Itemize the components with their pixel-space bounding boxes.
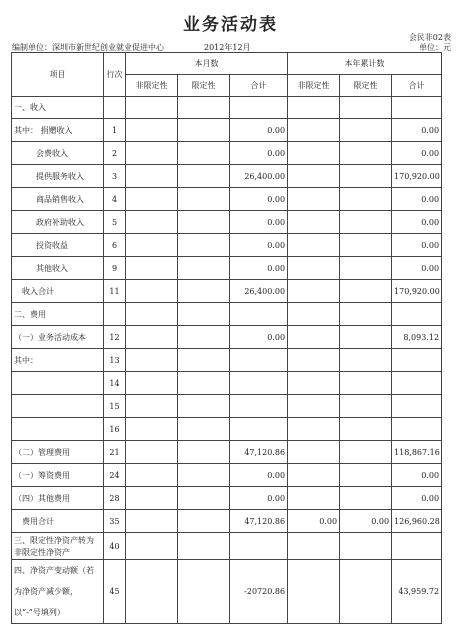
cell-y-u (288, 119, 340, 142)
row-line-number: 13 (104, 349, 126, 372)
row-item-label: 其中： (12, 349, 104, 372)
row-line-number: 11 (104, 280, 126, 303)
cell-m-t: 26,400.00 (230, 280, 288, 303)
cell-y-r (340, 188, 392, 211)
cell-y-u (288, 418, 340, 441)
cell-m-t: 0.00 (230, 211, 288, 234)
cell-y-u (288, 234, 340, 257)
row-item-label (12, 372, 104, 395)
cell-m-u (126, 349, 178, 372)
cell-y-r (340, 280, 392, 303)
table-row (12, 165, 442, 188)
activity-table (11, 52, 442, 624)
cell-m-r (178, 487, 230, 510)
cell-m-u (126, 142, 178, 165)
cell-y-t (392, 303, 442, 326)
cell-y-r (340, 326, 392, 349)
row-item-label: 费用合计 (12, 510, 104, 533)
row-line-number: 16 (104, 418, 126, 441)
cell-m-t: 0.00 (230, 142, 288, 165)
cell-y-t: 43,959.72 (392, 560, 442, 624)
cell-y-u (288, 464, 340, 487)
cell-m-t: 26,400.00 (230, 165, 288, 188)
cell-m-u (126, 560, 178, 624)
cell-y-t (392, 395, 442, 418)
report-title: 业务活动表 (183, 15, 278, 35)
cell-m-u (126, 97, 178, 119)
cell-m-r (178, 211, 230, 234)
cell-y-t: 0.00 (392, 188, 442, 211)
row-line-number: 6 (104, 234, 126, 257)
cell-m-t: 0.00 (230, 234, 288, 257)
row-item-label (12, 395, 104, 418)
header-item: 项目 (12, 53, 104, 97)
row-line-number (104, 303, 126, 326)
row-line-number: 15 (104, 395, 126, 418)
cell-m-u (126, 211, 178, 234)
row-line-number (104, 97, 126, 119)
header-year-restricted: 限定性 (340, 75, 392, 97)
cell-y-t: 170,920.00 (392, 280, 442, 303)
cell-y-t (392, 372, 442, 395)
cell-y-r (340, 211, 392, 234)
cell-m-r (178, 560, 230, 624)
cell-y-t: 0.00 (392, 119, 442, 142)
row-line-number: 9 (104, 257, 126, 280)
cell-m-r (178, 280, 230, 303)
cell-y-r (340, 142, 392, 165)
cell-m-u (126, 257, 178, 280)
row-line-number: 1 (104, 119, 126, 142)
cell-y-u (288, 487, 340, 510)
row-item-label: （一）筹资费用 (12, 464, 104, 487)
cell-y-t (392, 418, 442, 441)
table-row (12, 441, 442, 464)
cell-m-r (178, 119, 230, 142)
cell-m-r (178, 533, 230, 560)
row-item-label: （四）其他费用 (12, 487, 104, 510)
cell-m-r (178, 234, 230, 257)
row-item-label: 一、收入 (12, 97, 104, 119)
cell-m-r (178, 97, 230, 119)
cell-y-u (288, 142, 340, 165)
cell-m-r (178, 464, 230, 487)
cell-y-r (340, 533, 392, 560)
table-row (12, 560, 442, 624)
cell-m-t: 47,120.86 (230, 441, 288, 464)
row-item-label: 提供服务收入 (12, 165, 104, 188)
table-row (12, 395, 442, 418)
cell-m-r (178, 372, 230, 395)
row-item-label: （一）业务活动成本 (12, 326, 104, 349)
cell-m-r (178, 418, 230, 441)
cell-m-t: 0.00 (230, 188, 288, 211)
cell-y-r (340, 234, 392, 257)
cell-m-t (230, 349, 288, 372)
cell-y-r (340, 441, 392, 464)
row-item-label: 四、净资产变动额（若为净资产减少额，以“-”号填列） (12, 560, 104, 624)
row-line-number: 45 (104, 560, 126, 624)
cell-m-u (126, 165, 178, 188)
cell-m-t: 47,120.86 (230, 510, 288, 533)
cell-m-u (126, 441, 178, 464)
header-month-unrestricted: 非限定性 (126, 75, 178, 97)
cell-m-u (126, 326, 178, 349)
cell-y-r (340, 349, 392, 372)
organization-name: 编制单位：深圳市新世纪创业就业促进中心 (12, 43, 164, 52)
cell-y-t: 126,960.28 (392, 510, 442, 533)
table-row (12, 418, 442, 441)
cell-y-u (288, 303, 340, 326)
row-line-number: 12 (104, 326, 126, 349)
cell-y-r (340, 372, 392, 395)
row-item-label: 政府补助收入 (12, 211, 104, 234)
row-item-label: 其他收入 (12, 257, 104, 280)
cell-m-u (126, 280, 178, 303)
row-item-label: 三、限定性净资产转为非限定性净资产 (12, 533, 104, 560)
cell-y-r (340, 119, 392, 142)
cell-m-t: 0.00 (230, 119, 288, 142)
table-row (12, 280, 442, 303)
cell-y-u: 0.00 (288, 510, 340, 533)
row-item-label: 其中： 捐赠收入 (12, 119, 104, 142)
cell-m-t (230, 395, 288, 418)
currency-unit: 单位：元 (419, 43, 451, 52)
row-item-label: （二）管理费用 (12, 441, 104, 464)
table-row (12, 372, 442, 395)
cell-y-u (288, 560, 340, 624)
cell-y-u (288, 395, 340, 418)
cell-y-r (340, 97, 392, 119)
cell-m-r (178, 349, 230, 372)
cell-y-r (340, 560, 392, 624)
cell-m-u (126, 119, 178, 142)
cell-m-u (126, 418, 178, 441)
row-item-label: 二、费用 (12, 303, 104, 326)
row-line-number: 2 (104, 142, 126, 165)
cell-y-r (340, 418, 392, 441)
cell-m-u (126, 395, 178, 418)
form-code: 会民非02表 (408, 33, 451, 42)
report-period: 2012年12月 (204, 43, 251, 52)
table-row (12, 349, 442, 372)
cell-y-r (340, 303, 392, 326)
cell-y-u (288, 326, 340, 349)
cell-m-t (230, 97, 288, 119)
header-month-restricted: 限定性 (178, 75, 230, 97)
cell-y-t: 0.00 (392, 464, 442, 487)
row-item-label: 会费收入 (12, 142, 104, 165)
row-line-number: 40 (104, 533, 126, 560)
cell-y-r (340, 395, 392, 418)
cell-y-u (288, 280, 340, 303)
cell-y-t: 0.00 (392, 257, 442, 280)
header-line: 行次 (104, 53, 126, 97)
cell-y-u (288, 372, 340, 395)
cell-y-t: 0.00 (392, 487, 442, 510)
cell-m-u (126, 188, 178, 211)
row-line-number: 28 (104, 487, 126, 510)
table-row (12, 188, 442, 211)
row-line-number: 4 (104, 188, 126, 211)
row-item-label (12, 418, 104, 441)
row-line-number: 14 (104, 372, 126, 395)
cell-m-r (178, 510, 230, 533)
cell-m-r (178, 441, 230, 464)
cell-y-t (392, 349, 442, 372)
header-year-group: 本年累计数 (288, 53, 442, 75)
cell-y-u (288, 441, 340, 464)
table-row (12, 303, 442, 326)
cell-m-r (178, 257, 230, 280)
cell-y-t: 8,093.12 (392, 326, 442, 349)
cell-m-u (126, 510, 178, 533)
cell-m-t: -20720.86 (230, 560, 288, 624)
table-row (12, 211, 442, 234)
header-month-total: 合计 (230, 75, 288, 97)
table-row (12, 510, 442, 533)
table-row (12, 234, 442, 257)
row-line-number: 35 (104, 510, 126, 533)
cell-y-r (340, 464, 392, 487)
cell-m-u (126, 487, 178, 510)
cell-y-r (340, 257, 392, 280)
cell-m-t (230, 533, 288, 560)
table-row (12, 464, 442, 487)
cell-y-u (288, 188, 340, 211)
cell-y-u (288, 533, 340, 560)
cell-y-u (288, 257, 340, 280)
cell-m-r (178, 165, 230, 188)
row-item-label: 投资收益 (12, 234, 104, 257)
cell-m-r (178, 303, 230, 326)
header-month-group: 本月数 (126, 53, 288, 75)
cell-m-r (178, 326, 230, 349)
cell-m-t (230, 303, 288, 326)
table-row (12, 533, 442, 560)
cell-m-t: 0.00 (230, 257, 288, 280)
cell-m-t: 0.00 (230, 464, 288, 487)
cell-m-u (126, 303, 178, 326)
row-line-number: 21 (104, 441, 126, 464)
cell-y-u (288, 97, 340, 119)
cell-m-u (126, 464, 178, 487)
row-item-label: 商品销售收入 (12, 188, 104, 211)
cell-m-t (230, 372, 288, 395)
cell-y-t: 118,867.16 (392, 441, 442, 464)
table-row (12, 142, 442, 165)
cell-m-u (126, 533, 178, 560)
header-year-total: 合计 (392, 75, 442, 97)
cell-y-t: 0.00 (392, 211, 442, 234)
cell-y-t: 0.00 (392, 142, 442, 165)
cell-m-u (126, 234, 178, 257)
row-line-number: 3 (104, 165, 126, 188)
table-row (12, 119, 442, 142)
cell-y-u (288, 165, 340, 188)
row-line-number: 5 (104, 211, 126, 234)
cell-m-r (178, 188, 230, 211)
cell-m-r (178, 142, 230, 165)
cell-m-r (178, 395, 230, 418)
row-item-label: 收入合计 (12, 280, 104, 303)
cell-m-t: 0.00 (230, 487, 288, 510)
cell-y-t: 170,920.00 (392, 165, 442, 188)
cell-y-r (340, 487, 392, 510)
cell-y-r: 0.00 (340, 510, 392, 533)
cell-m-u (126, 372, 178, 395)
cell-y-u (288, 349, 340, 372)
row-line-number: 24 (104, 464, 126, 487)
cell-m-t: 0.00 (230, 326, 288, 349)
table-row (12, 326, 442, 349)
table-row (12, 487, 442, 510)
cell-y-r (340, 165, 392, 188)
cell-m-t (230, 418, 288, 441)
table-row (12, 257, 442, 280)
header-year-unrestricted: 非限定性 (288, 75, 340, 97)
cell-y-t (392, 97, 442, 119)
table-row (12, 97, 442, 119)
cell-y-t (392, 533, 442, 560)
cell-y-u (288, 211, 340, 234)
cell-y-t: 0.00 (392, 234, 442, 257)
